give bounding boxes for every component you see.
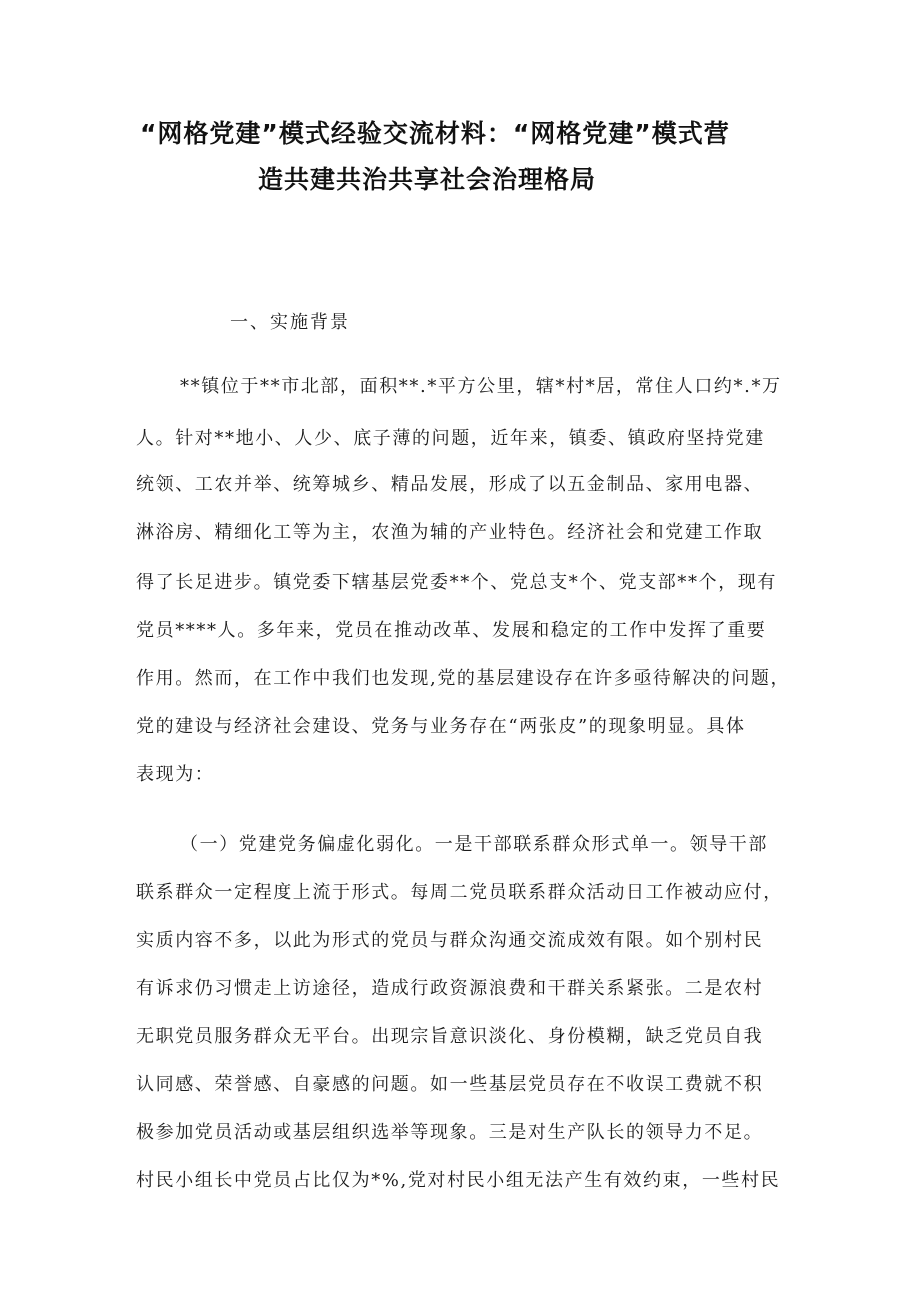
- paragraph-2-line: 有诉求仍习惯走上访途径，造成行政资源浪费和干群关系紧张。二是农村: [136, 978, 764, 999]
- paragraph-1-line: **镇位于**市北部，面积**.*平方公里，辖*村*居，常住人口约*.*万: [180, 376, 782, 397]
- paragraph-2-line: 村民小组长中党员占比仅为*%,党对村民小组无法产生有效约束，一些村民: [136, 1170, 781, 1191]
- section-heading: 一、实施背景: [230, 312, 350, 333]
- paragraph-1-line: 作用。然而，在工作中我们也发现,党的基层建设存在许多亟待解决的问题，: [136, 668, 791, 689]
- paragraph-1-line: 统领、工农并举、统筹城乡、精品发展，形成了以五金制品、家用电器、: [136, 474, 764, 495]
- paragraph-1-line: 人。针对**地小、人少、底子薄的问题，近年来，镇委、镇政府坚持党建: [136, 428, 765, 449]
- paragraph-2-line: 无职党员服务群众无平台。出现宗旨意识淡化、身份模糊，缺乏党员自我: [136, 1026, 764, 1047]
- paragraph-2-line: 极参加党员活动或基层组织选举等现象。三是对生产队长的领导力不足。: [136, 1122, 764, 1143]
- paragraph-1-line: 党员****人。多年来，党员在推动改革、发展和稳定的工作中发挥了重要: [136, 620, 767, 641]
- paragraph-1-line: 淋浴房、精细化工等为主，农渔为辅的产业特色。经济社会和党建工作取: [136, 522, 764, 543]
- document-title-line-1: “网格党建”模式经验交流材料：“网格党建”模式营: [140, 119, 730, 148]
- paragraph-1-line: 党的建设与经济社会建设、党务与业务存在“两张皮”的现象明显。具体: [136, 716, 746, 737]
- paragraph-1-line: 得了长足进步。镇党委下辖基层党委**个、党总支*个、党支部**个，现有: [136, 572, 777, 593]
- paragraph-2-line: 实质内容不多，以此为形式的党员与群众沟通交流成效有限。如个别村民: [136, 930, 764, 951]
- paragraph-2-line: 认同感、荣誉感、自豪感的问题。如一些基层党员存在不收误工费就不积: [136, 1074, 764, 1095]
- paragraph-1-line: 表现为：: [136, 764, 215, 785]
- document-title-line-2: 造共建共治共享社会治理格局: [258, 165, 597, 194]
- paragraph-2-line: 联系群众一定程度上流于形式。每周二党员联系群众活动日工作被动应付，: [136, 882, 783, 903]
- paragraph-2-line: （一）党建党务偏虚化弱化。一是干部联系群众形式单一。领导干部: [180, 834, 768, 855]
